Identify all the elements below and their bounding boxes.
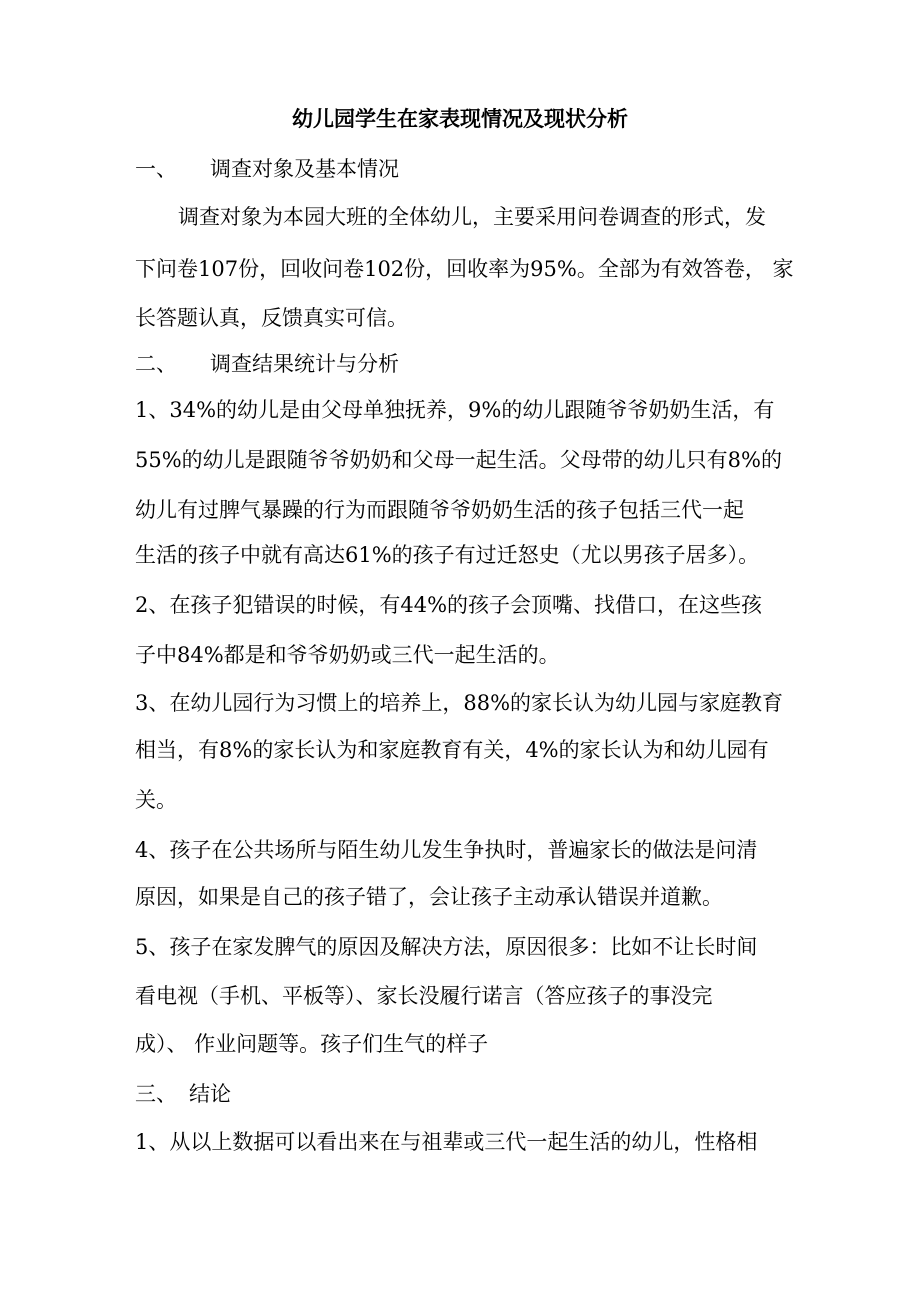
section-heading-3	[135, 1078, 231, 1110]
section-title: 调查对象及基本情况	[210, 157, 399, 181]
paragraph-line: 成）、 作业问题等。孩子们生气的样子	[135, 1032, 489, 1056]
paragraph-line: 55%的幼儿是跟随爷爷奶奶和父母一起生活。父母带的幼儿只有8%的	[135, 448, 782, 472]
paragraph-line: 看电视（手机、平板等）、家长没履行诺言（答应孩子的事没完	[135, 984, 713, 1008]
paragraph-line: 1、从以上数据可以看出来在与祖辈或三代一起生活的幼儿，性格相	[135, 1130, 758, 1154]
paragraph-line: 1、34%的幼儿是由父母单独抚养，9%的幼儿跟随爷爷奶奶生活，有	[135, 398, 775, 422]
section-heading-2	[135, 348, 399, 380]
paragraph-line: 4、孩子在公共场所与陌生幼儿发生争执时，普遍家长的做法是问清	[135, 838, 758, 862]
section-number: 三、	[135, 1082, 177, 1106]
paragraph-line: 关。	[135, 788, 177, 812]
paragraph-line: 2、在孩子犯错误的时候，有44%的孩子会顶嘴、找借口，在这些孩	[135, 593, 763, 617]
document-title: 幼儿园学生在家表现情况及现状分析	[292, 106, 628, 131]
paragraph-line: 长答题认真，反馈真实可信。	[135, 306, 408, 330]
section-title: 调查结果统计与分析	[210, 352, 399, 376]
paragraph-line: 相当，有8%的家长认为和家庭教育有关，4%的家长认为和幼儿园有	[135, 738, 769, 762]
paragraph-line: 调查对象为本园大班的全体幼儿，主要采用问卷调查的形式，发	[178, 205, 766, 229]
paragraph-line: 5、孩子在家发脾气的原因及解决方法，原因很多：比如不让长时间	[135, 935, 758, 959]
section-heading-1	[135, 153, 399, 185]
paragraph-line: 幼儿有过脾气暴躁的行为而跟随爷爷奶奶生活的孩子包括三代一起	[135, 498, 744, 522]
section-number: 二、	[135, 352, 177, 376]
paragraph-line: 原因，如果是自己的孩子错了，会让孩子主动承认错误并道歉。	[135, 885, 723, 909]
paragraph-line: 生活的孩子中就有高达61%的孩子有过迁怒史（尤以男孩子居多）。	[135, 543, 760, 567]
paragraph-line: 下问卷107份，回收问卷102份，回收率为95%。全部为有效答卷， 家	[135, 257, 794, 281]
section-title: 结论	[189, 1082, 231, 1106]
section-number: 一、	[135, 157, 177, 181]
paragraph-line: 3、在幼儿园行为习惯上的培养上，88%的家长认为幼儿园与家庭教育	[135, 691, 784, 715]
paragraph-line: 子中84%都是和爷爷奶奶或三代一起生活的。	[135, 643, 560, 667]
